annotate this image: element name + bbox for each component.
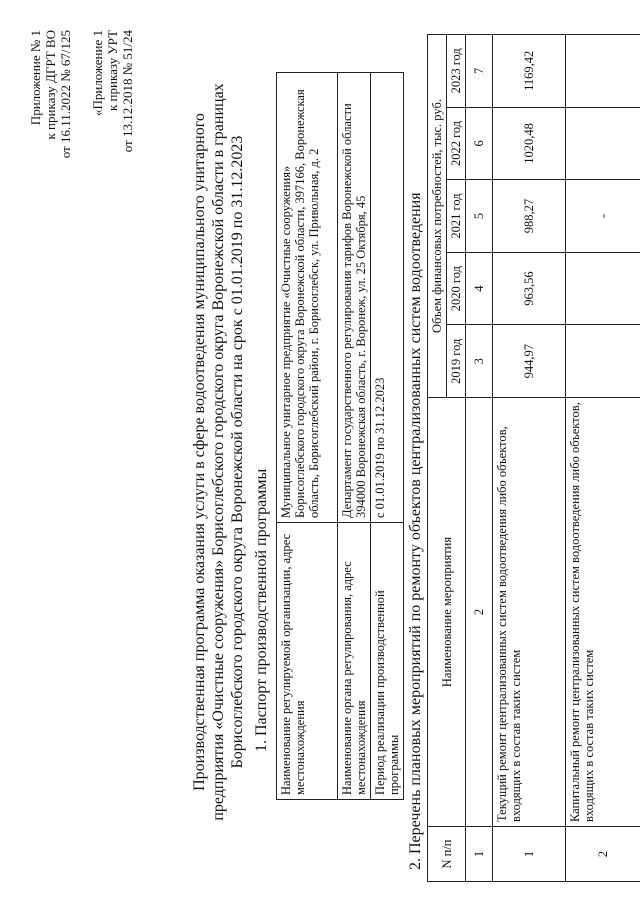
table-row [277, 73, 338, 800]
table-row [493, 35, 566, 882]
table-row [466, 35, 493, 882]
header-year: 2023 год [447, 35, 466, 108]
table-row [371, 73, 404, 800]
index-cell: 5 [466, 180, 493, 253]
row-name: Капитальный ремонт централизованных систем водоотведения либо объектов, входящих в состав таких систем [566, 398, 640, 827]
row-num: 1 [493, 827, 566, 882]
index-cell: 6 [466, 107, 493, 180]
row-value: - [566, 180, 640, 253]
section-2-heading: 2. Перечень плановых мероприятий по ремонту объектов централизованных систем водоотведения [407, 192, 424, 870]
annex-block-2 [90, 30, 135, 152]
annex-2-line-2: к приказу УРТ [105, 30, 120, 112]
annex-block-1 [28, 30, 73, 158]
passport-label: Наименование регулируемой организации, адрес местонахождения [277, 523, 338, 800]
row-value: 1020,48 [493, 107, 566, 180]
row-value [566, 325, 640, 398]
annex-1-line-2: к приказу ДГРТ ВО [43, 30, 58, 140]
annex-1-line-1: Приложение № 1 [28, 30, 43, 126]
annex-2-line-3: от 13.12.2018 № 51/24 [120, 30, 135, 153]
document-title [190, 12, 247, 892]
header-name: Наименование мероприятия [428, 398, 466, 827]
works-table [427, 34, 640, 882]
index-cell: 2 [466, 398, 493, 827]
header-num: N п/п [428, 827, 466, 882]
row-value: 1169,42 [493, 35, 566, 108]
header-year: 2021 год [447, 180, 466, 253]
passport-value: Муниципальное унитарное предприятие «Очистные сооружения» Борисоглебского городского округа Воронежской области, 397166, Воронежская область, Борисоглебский район, г. Борисоглебск, ул. Привольная, д. 2 [277, 73, 338, 523]
title-line-3: Борисоглебского городского округа Воронежской области на срок с 01.01.2019 по 31.12.2023 [229, 135, 246, 769]
rotated-content [14, 12, 624, 892]
annex-1-line-3: от 16.11.2022 № 67/125 [58, 30, 73, 159]
index-cell: 3 [466, 325, 493, 398]
header-year: 2022 год [447, 107, 466, 180]
table-row [428, 35, 447, 882]
header-year: 2019 год [447, 325, 466, 398]
passport-label: Наименование органа регулирования, адрес местонахождения [338, 523, 371, 800]
passport-value: Департамент государственного регулирования тарифов Воронежской области 394000 Воронежская область, г. Воронеж, ул. 25 Октября, 45 [338, 73, 371, 523]
row-value: 963,56 [493, 252, 566, 325]
index-cell: 7 [466, 35, 493, 108]
index-cell: 1 [466, 827, 493, 882]
title-line-2: предприятия «Очистные сооружения» Борисоглебского городского округа Воронежской области в границах [210, 83, 227, 821]
passport-value: с 01.01.2019 по 31.12.2023 [371, 73, 404, 523]
table-row [566, 35, 640, 882]
row-name: Текущий ремонт централизованных систем водоотведения либо объектов, входящих в состав таких систем [493, 398, 566, 827]
header-year: 2020 год [447, 252, 466, 325]
annex-2-line-1: «Приложение 1 [90, 30, 105, 117]
passport-label: Период реализации производственной программы [371, 523, 404, 800]
row-value: 988,27 [493, 180, 566, 253]
section-1-heading: 1. Паспорт производственной программы [253, 468, 270, 752]
title-line-1: Производственная программа оказания услуги в сфере водоотведения муниципального унитарного [191, 113, 208, 791]
header-finance: Объем финансовых потребностей, тыс. руб. [428, 35, 447, 398]
row-num: 2 [566, 827, 640, 882]
row-value [566, 107, 640, 180]
row-value [566, 35, 640, 108]
passport-table [276, 72, 404, 800]
row-value [566, 252, 640, 325]
table-row [338, 73, 371, 800]
row-value: 944,97 [493, 325, 566, 398]
index-cell: 4 [466, 252, 493, 325]
